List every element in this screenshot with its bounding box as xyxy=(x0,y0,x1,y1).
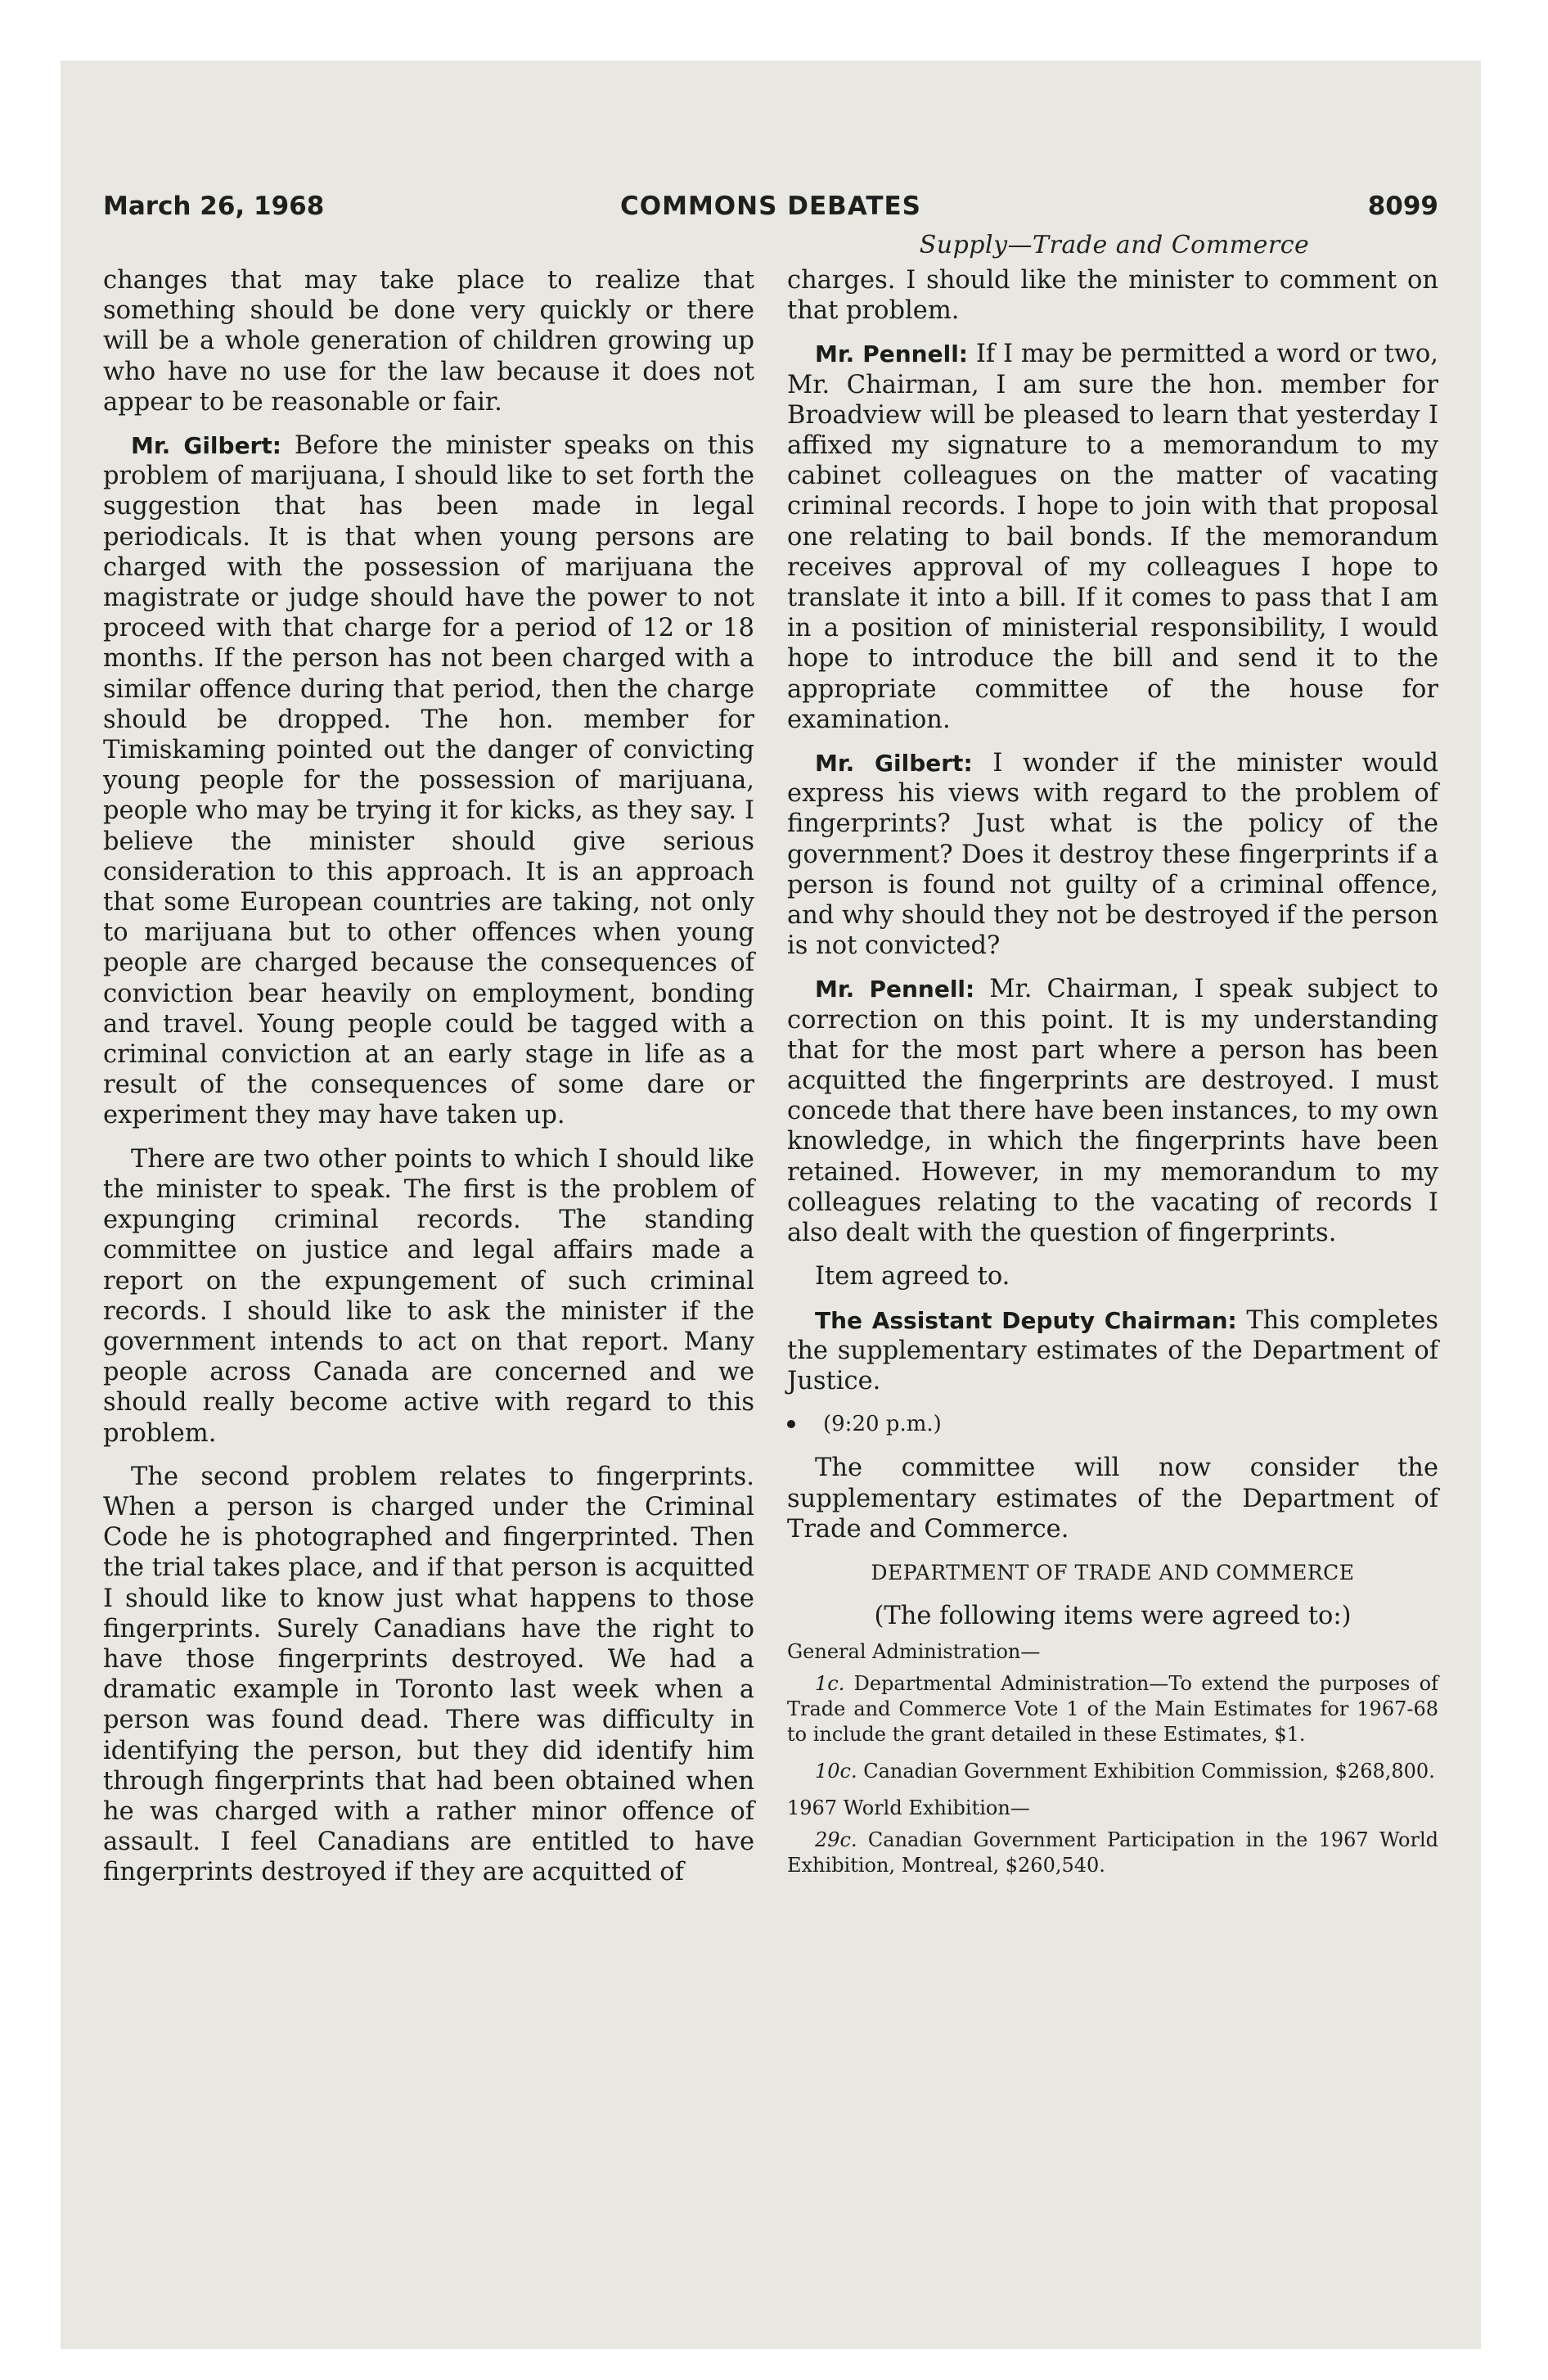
paragraph: There are two other points to which I should like the minister to speak. The first is the problem of expunging criminal records. The standing committee on justice and legal affairs made a report on the expungement of such criminal records. I should like to ask the minister if the government intends to act on that report. Many people across Canada are concerned and we should really become active with regard to this problem. xyxy=(103,1144,754,1448)
speech-text: This completes the supplementary estimates of the Department of Justice. xyxy=(787,1305,1438,1395)
paragraph xyxy=(787,339,1438,735)
speaker-name: The Assistant Deputy Chairman: xyxy=(815,1306,1237,1334)
speaker-name: Mr. Gilbert: xyxy=(815,750,973,778)
header-date: March 26, 1968 xyxy=(103,192,325,221)
bullet-icon xyxy=(787,1420,795,1428)
section-heading: 1967 World Exhibition— xyxy=(787,1796,1030,1820)
time-marker xyxy=(787,1409,1438,1440)
estimate-item xyxy=(787,1671,1438,1747)
item-number: 10c. xyxy=(815,1760,857,1783)
paragraph xyxy=(787,748,1438,961)
speech-text: Mr. Chairman, I speak subject to correction on this point. It is my understanding that for the most part where a person has been acquitted the fingerprints are destroyed. I must concede that there have been instances, to my own knowledge, in which the fingerprints have been retained. However, in my memorandum to my colleagues relating to the vacating of records I also dealt with the question of fingerprints. xyxy=(787,975,1438,1248)
page-header xyxy=(103,192,1438,228)
department-heading: DEPARTMENT OF TRADE AND COMMERCE xyxy=(871,1560,1355,1584)
running-head: Supply—Trade and Commerce xyxy=(919,231,1310,259)
speaker-name: Mr. Pennell: xyxy=(815,340,968,368)
page-number: 8099 xyxy=(1367,192,1438,221)
items-note: (The following items were agreed to:) xyxy=(874,1602,1352,1631)
section-heading: General Administration— xyxy=(787,1640,1041,1664)
paragraph: The second problem relates to fingerprints. When a person is charged under the Criminal Code he is photographed and fingerprinted. Then the trial takes place, and if that person is acquitted I should like to know just what happens to those fingerprints. Surely Canadians have the right to have those fingerprints destroyed. We had a dramatic example in Toronto last week when a person was found dead. There was difficulty in identifying the person, but they did identify him through fingerprints that had been obtained when he was charged with a rather minor offence of assault. I feel Canadians are entitled to have fingerprints destroyed if they are acquitted of xyxy=(103,1462,754,1887)
paragraph xyxy=(787,974,1438,1248)
paragraph: Item agreed to. xyxy=(815,1262,1010,1291)
speech-text: Before the minister speaks on this problem of marijuana, I should like to set forth the suggestion that has been made in legal periodicals. It is that when young persons are charged with the possession of marijuana the magistrate or judge should have the power to not proceed with that charge for a period of 12 or 18 months. If the person has not been charged with a similar offence during that period, then the charge should be dropped. The hon. member for Timiskaming pointed out the danger of convicting young people for the possession of marijuana, people who may be trying it for kicks, as they say. I believe the minister should give serious consideration to this approach. It is an approach that some European countries are taking, not only to marijuana but to other offences when young people are charged because the consequences of conviction bear heavily on employment, bonding and travel. Young people could be tagged with a criminal conviction at an early stage in life as a result of the consequences of some dare or experiment they may have taken up. xyxy=(103,431,754,1130)
header-title: COMMONS DEBATES xyxy=(620,192,921,221)
estimate-item xyxy=(787,1759,1438,1784)
item-text: Departmental Administration—To extend the purposes of Trade and Commerce Vote 1 of the Main Estimates for 1967-68 to include the grant detailed in these Estimates, $1. xyxy=(787,1672,1438,1747)
time-text: (9:20 p.m.) xyxy=(823,1412,942,1437)
right-column xyxy=(787,265,1438,1890)
left-column xyxy=(103,265,754,1901)
item-text: Canadian Government Participation in the 1967 World Exhibition, Montreal, $260,540. xyxy=(787,1828,1438,1877)
paragraph xyxy=(103,430,754,1131)
page-scan xyxy=(61,61,1481,2349)
speaker-name: Mr. Pennell: xyxy=(815,976,975,1003)
speaker-name: Mr. Gilbert: xyxy=(131,432,281,460)
item-number: 1c. xyxy=(815,1672,845,1696)
speech-text: If I may be permitted a word or two, Mr. Chairman, I am sure the hon. member for Broadview will be pleased to learn that yesterday I affixed my signature to a memorandum to my cabinet colleagues on the matter of vacating criminal records. I hope to join with that proposal one relating to bail bonds. If the memorandum receives approval of my colleagues I hope to translate it into a bill. If it comes to pass that I am in a position of ministerial responsibility, I would hope to introduce the bill and send it to the appropriate committee of the house for examination. xyxy=(787,340,1438,734)
item-text: Canadian Government Exhibition Commission, $268,800. xyxy=(857,1760,1435,1783)
paragraph: The committee will now consider the supplementary estimates of the Department of Trade and Commerce. xyxy=(787,1454,1438,1544)
estimate-item xyxy=(787,1828,1438,1878)
item-number: 29c. xyxy=(815,1828,857,1852)
paragraph xyxy=(787,1305,1438,1397)
paragraph: charges. I should like the minister to comment on that problem. xyxy=(787,266,1438,326)
paragraph: changes that may take place to realize that something should be done very quickly or there will be a whole generation of children growing up who have no use for the law because it does not appear to be reasonable or fair. xyxy=(103,266,754,417)
speech-text: I wonder if the minister would express his views with regard to the problem of fingerprints? Just what is the policy of the government? Does it destroy these fingerprints if a person is found not guilty of a criminal offence, and why should they not be destroyed if the person is not convicted? xyxy=(787,749,1439,961)
